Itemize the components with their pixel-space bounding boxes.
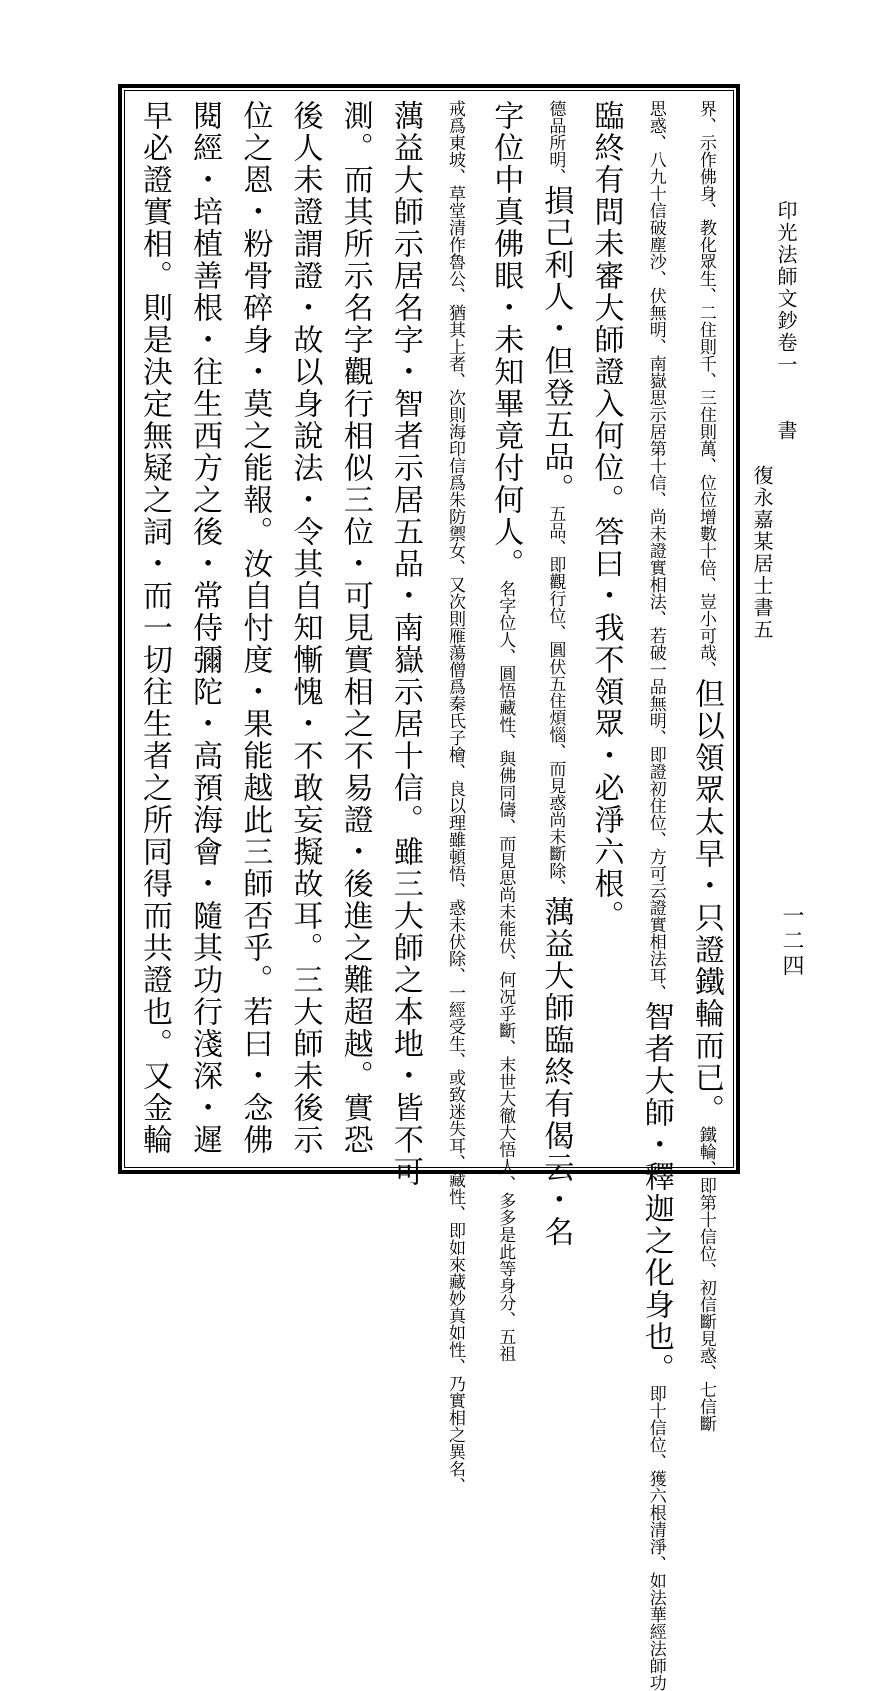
text-column (132, 100, 176, 1160)
letter-title-header: 復永嘉某居士書五 (750, 465, 774, 641)
main-text: 位之恩・粉骨碎身・莫之能報。汝自忖度・果能越此三師否乎。若曰・念佛 (237, 100, 273, 1156)
main-text: 損己利人・但登五品。 (538, 185, 574, 505)
text-column (333, 100, 377, 1160)
text-column (533, 100, 577, 1248)
annotation-text: 德品所明、 (545, 100, 566, 185)
main-text: 蕅益大師臨終有偈云・名 (538, 896, 574, 1248)
text-column (182, 100, 226, 1160)
section-label: 書 (774, 420, 798, 442)
main-text: 字位中真佛眼・未知畢竟付何人。 (488, 100, 524, 580)
annotation-text: 即十信位、獲六根清淨、如法華經法師功 (645, 1385, 666, 1691)
text-column (684, 100, 728, 1432)
main-text: 臨終有問未審大師證入何位。答曰・我不領眾・必淨六根。 (588, 100, 624, 932)
annotation-text: 戒爲東坡、草堂清作魯公、猶其上者、次則海印信爲朱防禦女、又次則雁蕩僧爲秦氏子檜、良以理雖頓悟、惑未伏除、一經受生、或致迷失耳、藏性、即如來藏妙真如性、乃實相之異名、 (445, 100, 466, 1494)
annotation-text: 名字位人、圓悟藏性、與佛同儔、而見思尚未能伏、何况乎斷、末世大徹大悟人、多多是此等身分、五祖 (495, 580, 516, 1362)
main-text: 早必證實相。則是決定無疑之詞・而一切往生者之所同得而共證也。又金輪 (137, 100, 172, 1156)
main-text: 智者大師・釋迦之化身也。 (638, 1001, 674, 1385)
page-number: 一二四 (779, 904, 804, 979)
text-column (584, 100, 628, 1160)
main-text: 但以領眾太早・只證鐵輪而已。 (688, 678, 724, 1126)
main-text: 測。而其所示名字觀行相似三位・可見實相之不易證・後進之難超越。實恐 (337, 100, 373, 1156)
vertical-text-body (132, 100, 728, 1691)
annotation-text: 思惑、八九十信破塵沙、伏無明、南嶽思示居第十信、尚未證實相法、若破一品無明、即證初住位、方可云證實相法耳、 (645, 100, 666, 1001)
annotation-text: 界、示作佛身、教化眾生、二住則千、三住則萬、位位增數十倍、豈小可哉、 (695, 100, 716, 678)
main-text: 蕅益大師示居名字・智者示居五品・南嶽示居十信。雖三大師之本地・皆不可 (387, 100, 423, 1188)
annotation-text: 鐵輪、即第十信位、初信斷見惑、七信斷 (695, 1126, 716, 1432)
text-column (433, 100, 477, 1494)
main-text: 後人未證謂證・故以身說法・令其自知慚愧・不敢妄擬故耳。三大師未後示 (287, 100, 323, 1156)
annotation-text: 五品、即觀行位、圓伏五住煩惱、而見惑尚未斷除、 (545, 505, 566, 896)
text-column (634, 100, 678, 1691)
text-column (232, 100, 276, 1160)
book-title-header: 印光法師文鈔卷一 (774, 200, 798, 376)
text-column (483, 100, 527, 1362)
text-column (283, 100, 327, 1160)
text-column (383, 100, 427, 1188)
main-text: 閱經・培植善根・往生西方之後・常侍彌陀・高預海會・隨其功行淺深・遲 (187, 100, 223, 1156)
